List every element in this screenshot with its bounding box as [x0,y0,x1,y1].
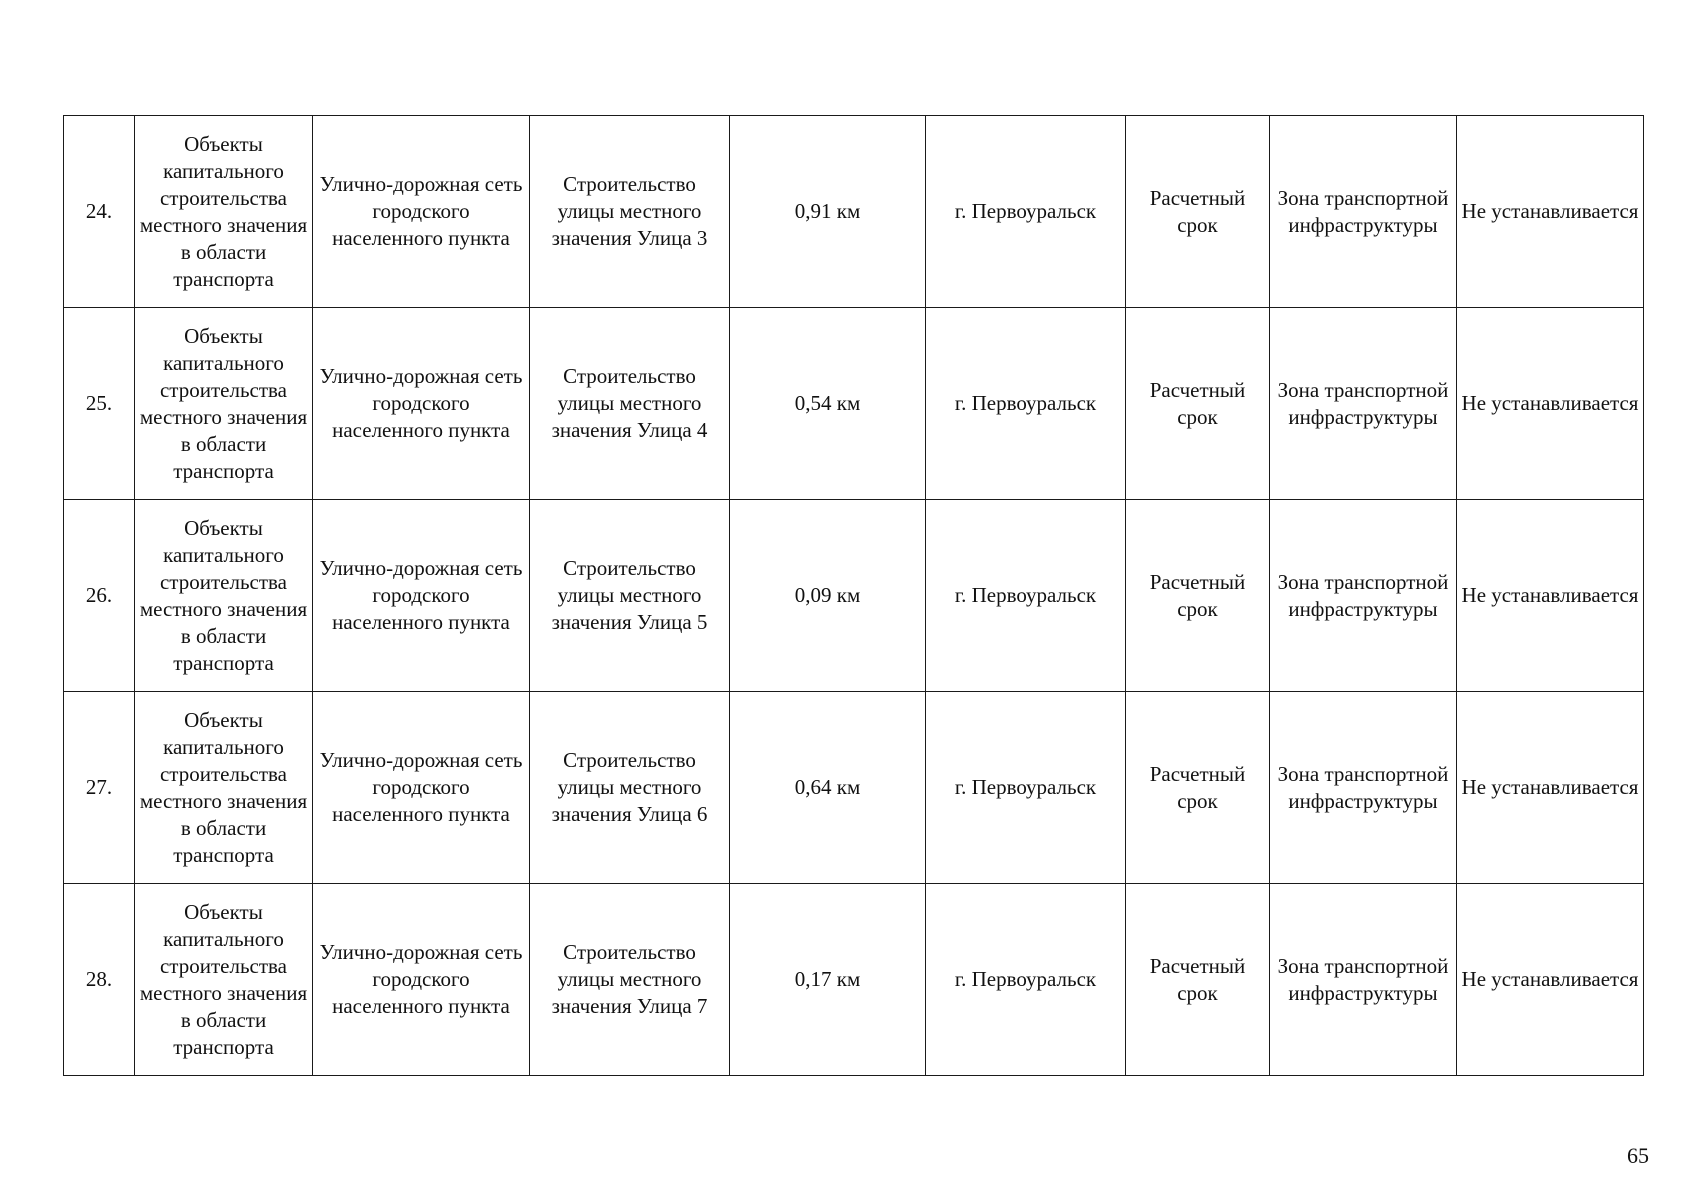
table-row [64,116,1644,308]
zone-cell: Зона транспортной инфраструктуры [1270,692,1457,884]
object-name-cell: Строительство улицы местного значения Улица 3 [530,116,730,308]
table-row [64,500,1644,692]
length-cell: 0,09 км [730,500,926,692]
length-cell: 0,54 км [730,308,926,500]
table-row [64,884,1644,1076]
length-cell: 0,17 км [730,884,926,1076]
object-type-cell: Улично-дорожная сеть городского населенного пункта [313,884,530,1076]
object-type-cell: Улично-дорожная сеть городского населенного пункта [313,308,530,500]
term-cell: Расчетный срок [1126,116,1270,308]
category-cell: Объекты капитального строительства местного значения в области транспорта [135,500,313,692]
object-name-cell: Строительство улицы местного значения Улица 4 [530,308,730,500]
table-row [64,308,1644,500]
row-number-cell: 28. [64,884,135,1076]
length-cell: 0,64 км [730,692,926,884]
zone-cell: Зона транспортной инфраструктуры [1270,884,1457,1076]
term-cell: Расчетный срок [1126,308,1270,500]
row-number-cell: 24. [64,116,135,308]
object-type-cell: Улично-дорожная сеть городского населенного пункта [313,692,530,884]
location-cell: г. Первоуральск [926,692,1126,884]
zone-cell: Зона транспортной инфраструктуры [1270,308,1457,500]
object-name-cell: Строительство улицы местного значения Улица 5 [530,500,730,692]
category-cell: Объекты капитального строительства местного значения в области транспорта [135,308,313,500]
object-type-cell: Улично-дорожная сеть городского населенного пункта [313,116,530,308]
row-number-cell: 26. [64,500,135,692]
zone-cell: Зона транспортной инфраструктуры [1270,116,1457,308]
object-name-cell: Строительство улицы местного значения Улица 7 [530,884,730,1076]
term-cell: Расчетный срок [1126,692,1270,884]
category-cell: Объекты капитального строительства местного значения в области транспорта [135,884,313,1076]
object-name-cell: Строительство улицы местного значения Улица 6 [530,692,730,884]
location-cell: г. Первоуральск [926,500,1126,692]
zone-cell: Зона транспортной инфраструктуры [1270,500,1457,692]
category-cell: Объекты капитального строительства местного значения в области транспорта [135,116,313,308]
row-number-cell: 27. [64,692,135,884]
restriction-cell: Не устанавливается [1457,116,1644,308]
restriction-cell: Не устанавливается [1457,884,1644,1076]
term-cell: Расчетный срок [1126,500,1270,692]
restriction-cell: Не устанавливается [1457,308,1644,500]
restriction-cell: Не устанавливается [1457,500,1644,692]
objects-table [63,115,1644,1076]
location-cell: г. Первоуральск [926,884,1126,1076]
category-cell: Объекты капитального строительства местного значения в области транспорта [135,692,313,884]
term-cell: Расчетный срок [1126,884,1270,1076]
page-number: 65 [1627,1143,1649,1168]
location-cell: г. Первоуральск [926,116,1126,308]
location-cell: г. Первоуральск [926,308,1126,500]
length-cell: 0,91 км [730,116,926,308]
object-type-cell: Улично-дорожная сеть городского населенного пункта [313,500,530,692]
table-row [64,692,1644,884]
restriction-cell: Не устанавливается [1457,692,1644,884]
row-number-cell: 25. [64,308,135,500]
